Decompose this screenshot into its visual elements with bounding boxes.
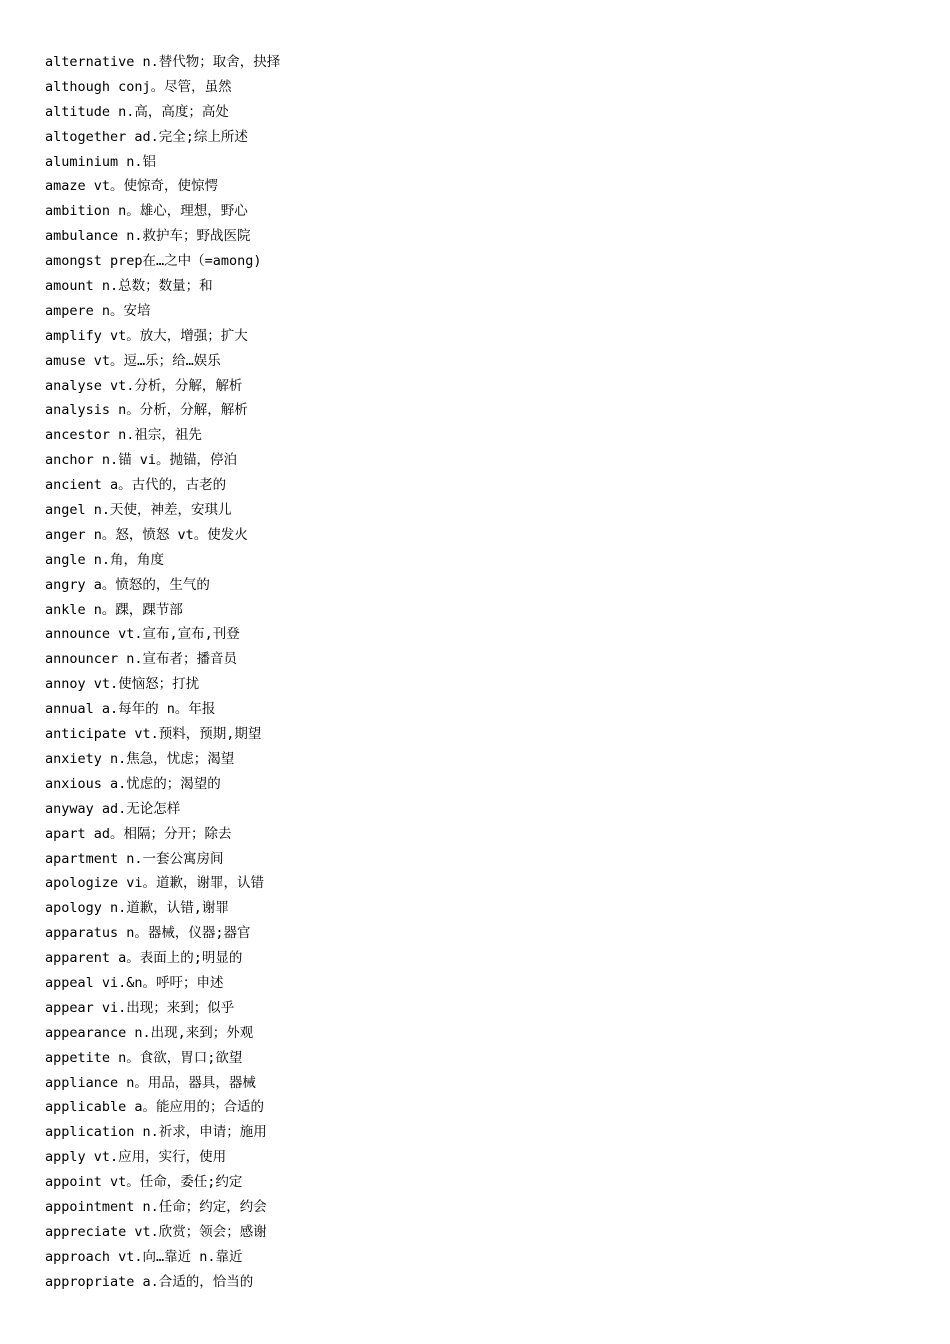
- vocabulary-entry: anchor n.锚 vi。抛锚，停泊: [45, 452, 238, 469]
- vocabulary-entry: altogether ad.完全;综上所述: [45, 128, 248, 145]
- vocabulary-entry: analyse vt.分析，分解，解析: [45, 377, 243, 394]
- vocabulary-entry: anger n。怒，愤怒 vt。使发火: [45, 526, 248, 543]
- vocabulary-entry: announcer n.宣布者；播音员: [45, 651, 238, 668]
- vocabulary-entry: ambition n。雄心，理想，野心: [45, 203, 248, 220]
- vocabulary-entry: appeal vi.&n。呼吁；申述: [45, 974, 224, 991]
- vocabulary-entry: alternative n.替代物；取舍，抉择: [45, 54, 281, 70]
- vocabulary-entry: analysis n。分析，分解，解析: [45, 402, 248, 419]
- vocabulary-entry: apart ad。相隔；分开；除去: [45, 825, 232, 842]
- vocabulary-entry: aluminium n.铝: [45, 153, 157, 170]
- vocabulary-entry: amplify vt。放大，增强；扩大: [45, 327, 248, 344]
- vocabulary-entry: apartment n.一套公寓房间: [45, 850, 224, 867]
- vocabulary-entry: ankle n。踝，踝节部: [45, 601, 183, 618]
- vocabulary-entry: apology n.道歉，认错,谢罪: [45, 900, 229, 917]
- vocabulary-entry: appliance n。用品，器具，器械: [45, 1074, 256, 1091]
- vocabulary-entry: anticipate vt.预料，预期,期望: [45, 726, 262, 743]
- vocabulary-entry: amaze vt。使惊奇，使惊愕: [45, 178, 219, 195]
- vocabulary-entry: annoy vt.使恼怒；打扰: [45, 676, 200, 693]
- vocabulary-entry: anxious a.忧虑的；渴望的: [45, 775, 221, 792]
- vocabulary-entry: appointment n.任命；约定，约会: [45, 1198, 267, 1215]
- vocabulary-entry: apparatus n。器械，仪器;器官: [45, 925, 251, 942]
- vocabulary-entry: appreciate vt.欣赏；领会；感谢: [45, 1223, 267, 1240]
- vocabulary-entry: apply vt.应用，实行，使用: [45, 1149, 227, 1166]
- vocabulary-entry: ancient a。古代的，古老的: [45, 477, 227, 494]
- vocabulary-entry: anxiety n.焦急，忧虑；渴望: [45, 750, 235, 767]
- vocabulary-entry: amongst prep在…之中（=among): [45, 253, 262, 270]
- vocabulary-entry: angle n.角，角度: [45, 551, 165, 568]
- vocabulary-entry: appoint vt。任命，委任;约定: [45, 1174, 243, 1191]
- vocabulary-entry: apologize vi。道歉，谢罪，认错: [45, 875, 265, 892]
- vocabulary-entry: appropriate a.合适的，恰当的: [45, 1273, 254, 1290]
- vocabulary-list: [45, 50, 905, 1295]
- vocabulary-entry: anyway ad.无论怎样: [45, 800, 181, 817]
- vocabulary-entry: appetite n。食欲，胃口;欲望: [45, 1049, 243, 1066]
- vocabulary-entry: appearance n.出现,来到；外观: [45, 1024, 254, 1041]
- vocabulary-entry: angry a。愤怒的，生气的: [45, 576, 210, 593]
- document-page: [45, 50, 905, 1295]
- vocabulary-entry: announce vt.宣布,宣布,刊登: [45, 626, 240, 643]
- vocabulary-entry: altitude n.高，高度；高处: [45, 103, 229, 120]
- vocabulary-entry: amount n.总数；数量；和: [45, 278, 213, 295]
- vocabulary-entry: application n.祈求，申请；施用: [45, 1124, 267, 1141]
- vocabulary-entry: ambulance n.救护车；野战医院: [45, 228, 251, 245]
- vocabulary-entry: apparent a。表面上的;明显的: [45, 950, 243, 967]
- vocabulary-entry: ampere n。安培: [45, 302, 151, 319]
- vocabulary-entry: angel n.天使，神差，安琪儿: [45, 502, 232, 519]
- vocabulary-entry: annual a.每年的 n。年报: [45, 701, 216, 718]
- vocabulary-entry: amuse vt。逗…乐；给…娱乐: [45, 352, 221, 369]
- vocabulary-entry: ancestor n.祖宗，祖先: [45, 427, 202, 444]
- vocabulary-entry: appear vi.出现；来到；似乎: [45, 999, 235, 1016]
- vocabulary-entry: approach vt.向…靠近 n.靠近: [45, 1248, 243, 1265]
- vocabulary-entry: applicable a。能应用的；合适的: [45, 1099, 265, 1116]
- vocabulary-entry: although conj。尽管，虽然: [45, 78, 232, 95]
